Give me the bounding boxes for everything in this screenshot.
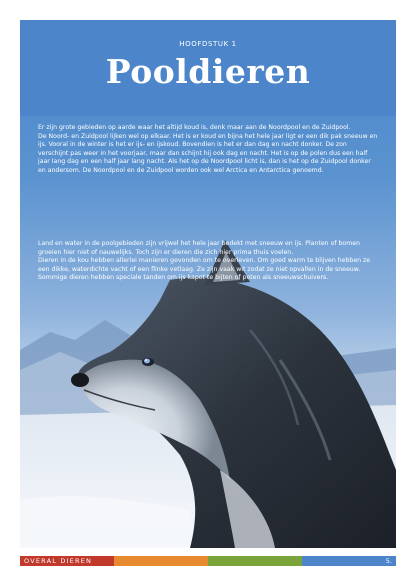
paragraph: Er zijn grote gebieden op aarde waar het altijd koud is, denk maar aan de Noordpool en de Zuidpool. [38, 124, 351, 131]
intro-text [38, 124, 378, 176]
paragraph: Land en water in de poolgebieden zijn vrijwel het hele jaar bedekt met sneeuw en ijs. Planten of bomen groeien hier niet of nauwelijks. Toch zijn er dieren die zich hier prima thuis voelen. [38, 240, 360, 256]
husky-photo [20, 240, 396, 548]
page-number: 5. [385, 557, 392, 565]
footer-segment-orange [114, 556, 208, 566]
chapter-label: HOOFDSTUK 1 [179, 40, 237, 48]
page-title: Pooldieren [105, 52, 311, 91]
footer-segment-blue [302, 556, 396, 566]
paragraph: Dieren in de kou hebben allerlei manieren gevonden om te overleven. Om goed warm te blijven hebben ze een dikke, waterdichte vacht of een flinke vetlaag. Ze zijn vaak wit zodat ze niet opvallen in de sneeuw. Sommige dieren hebben speciale tanden om ijs kapot te bijten of poten als sneeuwschuivers. [38, 257, 371, 282]
footer-section-label: OVERAL DIEREN [24, 557, 93, 565]
paragraph: De Noord- en Zuidpool lijken wel op elkaar. Het is er koud en bijna het hele jaar ligt er een dik pak sneeuw en ijs. Vooral in de winter is het er ijs- en ijskoud. Bovendien is het er dan dag en nacht donker. De zon verschijnt pas weer in het voorjaar, maar dan schijnt hij ook dag en nacht. Het is op de polen dus een half jaar lang dag en een half jaar lang nacht. Als het op de Noordpool licht is, dan is het op de Zuidpool donker en andersom. De Noordpool en de Zuidpool worden ook wel Arctica en Antarctica genoemd. [38, 132, 378, 174]
footer-segment-green [208, 556, 302, 566]
survival-text [38, 240, 378, 283]
page-frame [20, 20, 396, 548]
